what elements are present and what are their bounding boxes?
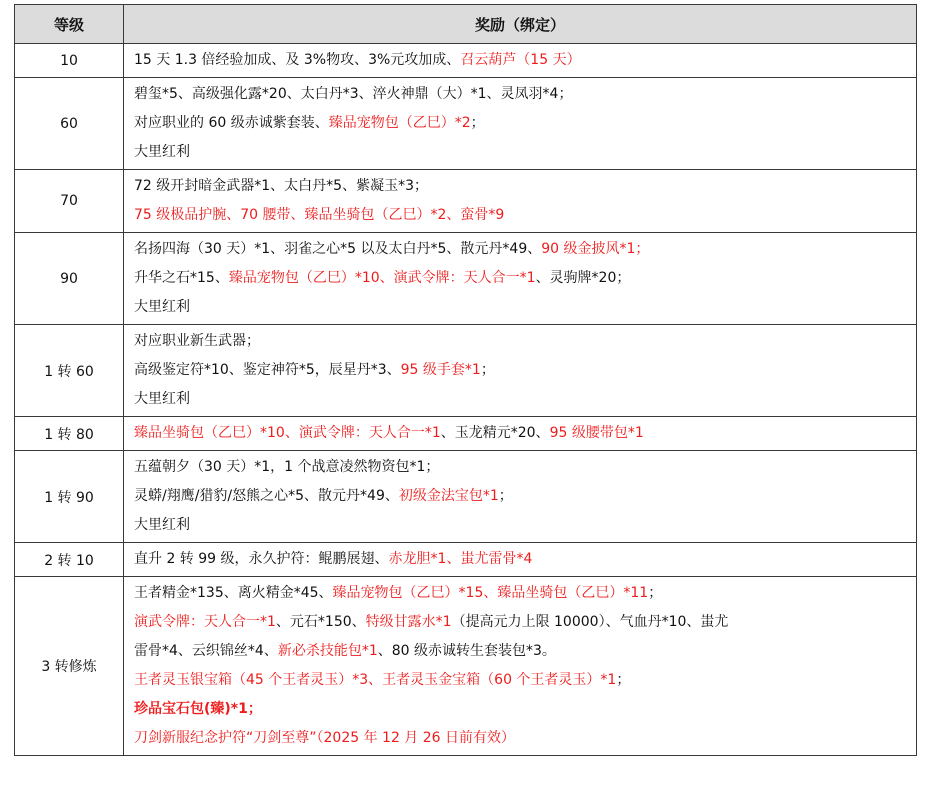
reward-cell <box>124 451 917 543</box>
reward-text: 15 天 1.3 倍经验加成、及 3%物攻、3%元攻加成、 <box>134 52 461 68</box>
table-row <box>15 543 917 577</box>
reward-highlight: 演武令牌：天人合一*1 <box>134 614 276 630</box>
rewards-table <box>14 4 917 756</box>
reward-line <box>134 327 910 356</box>
reward-cell <box>124 44 917 78</box>
reward-highlight: 珍品宝石包(臻)*1； <box>134 701 262 717</box>
reward-cell <box>124 170 917 233</box>
reward-highlight: 臻品宠物包（乙巳）*15、臻品坐骑包（乙巳）*11 <box>332 585 649 601</box>
reward-highlight: 新必杀技能包*1 <box>277 643 378 659</box>
reward-highlight: 王者灵玉银宝箱（45 个王者灵玉）*3、王者灵玉金宝箱（60 个王者灵玉）*1 <box>134 672 617 688</box>
reward-text: 对应职业新生武器； <box>134 333 260 349</box>
reward-line <box>134 109 910 138</box>
level-cell: 10 <box>15 44 124 78</box>
reward-text: 碧玺*5、高级强化露*20、太白丹*3、淬火神鼎（大）*1、灵凤羽*4； <box>134 86 573 102</box>
reward-line <box>134 264 910 293</box>
table-row <box>15 451 917 543</box>
reward-line <box>134 637 910 666</box>
table-row <box>15 78 917 170</box>
reward-highlight: 臻品坐骑包（乙巳）*10、演武令牌：天人合一*1 <box>134 425 441 441</box>
reward-text: ； <box>470 115 485 131</box>
reward-cell <box>124 233 917 325</box>
reward-line <box>134 172 910 201</box>
reward-text: 升华之石*15、 <box>134 270 229 286</box>
reward-text: （提高元力上限 10000）、气血丹*10、蚩尤 <box>451 614 729 630</box>
level-cell: 2 转 10 <box>15 543 124 577</box>
reward-line <box>134 666 910 695</box>
reward-highlight: 75 级极品护腕、70 腰带、臻品坐骑包（乙巳）*2、蛮骨*9 <box>134 207 505 223</box>
reward-highlight: 95 级手套*1 <box>400 362 481 378</box>
reward-highlight: 95 级腰带包*1 <box>549 425 644 441</box>
reward-text: 大里红利 <box>134 144 190 160</box>
reward-text: ； <box>480 362 495 378</box>
reward-text: 大里红利 <box>134 299 190 315</box>
reward-highlight: 初级金法宝包*1 <box>398 488 499 504</box>
reward-text: ； <box>648 585 663 601</box>
reward-line <box>134 511 910 540</box>
reward-highlight: 特级甘露水*1 <box>365 614 452 630</box>
reward-text: 王者精金*135、离火精金*45、 <box>134 585 333 601</box>
table-row <box>15 233 917 325</box>
reward-line <box>134 80 910 109</box>
reward-highlight: 刀剑新服纪念护符“刀剑至尊”（2025 年 12 月 26 日前有效） <box>134 730 516 746</box>
reward-line <box>134 138 910 167</box>
reward-line <box>134 356 910 385</box>
reward-text: 、灵驹牌*20； <box>535 270 631 286</box>
reward-text: 、玉龙精元*20、 <box>440 425 550 441</box>
reward-line <box>134 545 910 574</box>
reward-line <box>134 695 910 724</box>
level-cell: 1 转 60 <box>15 325 124 417</box>
reward-text: 五蕴朝夕（30 天）*1，1 个战意凌然物资包*1； <box>134 459 440 475</box>
reward-text: 大里红利 <box>134 517 190 533</box>
level-cell: 3 转修炼 <box>15 577 124 756</box>
table-row <box>15 417 917 451</box>
reward-cell <box>124 543 917 577</box>
reward-text: 高级鉴定符*10、鉴定神符*5，辰星丹*3、 <box>134 362 401 378</box>
header-row <box>15 5 917 44</box>
reward-line <box>134 201 910 230</box>
reward-line <box>134 608 910 637</box>
reward-highlight: 90 级金披风*1； <box>541 241 650 257</box>
level-cell: 90 <box>15 233 124 325</box>
reward-cell <box>124 325 917 417</box>
reward-text: 、元石*150、 <box>275 614 366 630</box>
table-body <box>15 44 917 756</box>
reward-text: ； <box>616 672 631 688</box>
reward-highlight: 赤龙胆*1、蚩尤雷骨*4 <box>388 551 533 567</box>
reward-text: 雷骨*4、云织锦丝*4、 <box>134 643 278 659</box>
table-row <box>15 170 917 233</box>
reward-line <box>134 453 910 482</box>
reward-text: ； <box>498 488 513 504</box>
level-cell: 60 <box>15 78 124 170</box>
reward-line <box>134 385 910 414</box>
table-row <box>15 577 917 756</box>
reward-text: 72 级开封暗金武器*1、太白丹*5、紫凝玉*3； <box>134 178 428 194</box>
level-cell: 70 <box>15 170 124 233</box>
reward-text: 对应职业的 60 级赤诚紫套装、 <box>134 115 329 131</box>
reward-highlight: 臻品宠物包（乙巳）*2 <box>328 115 471 131</box>
reward-cell <box>124 78 917 170</box>
header-level: 等级 <box>15 5 124 44</box>
level-cell: 1 转 90 <box>15 451 124 543</box>
reward-line <box>134 724 910 753</box>
table-row <box>15 44 917 78</box>
reward-text: 大里红利 <box>134 391 190 407</box>
reward-line <box>134 419 910 448</box>
reward-text: 、80 级赤诚转生套装包*3。 <box>377 643 556 659</box>
reward-text: 名扬四海（30 天）*1、羽雀之心*5 以及太白丹*5、散元丹*49、 <box>134 241 542 257</box>
reward-text: 直升 2 转 99 级，永久护符：鲲鹏展翅、 <box>134 551 389 567</box>
reward-text: 灵蟒/翔鹰/猎豹/怒熊之心*5、散元丹*49、 <box>134 488 399 504</box>
reward-line <box>134 482 910 511</box>
reward-line <box>134 235 910 264</box>
reward-highlight: 召云葫芦（15 天） <box>460 52 581 68</box>
reward-line <box>134 46 910 75</box>
reward-line <box>134 293 910 322</box>
header-reward: 奖励（绑定） <box>124 5 917 44</box>
table-row <box>15 325 917 417</box>
level-cell: 1 转 80 <box>15 417 124 451</box>
reward-line <box>134 579 910 608</box>
reward-cell <box>124 577 917 756</box>
reward-cell <box>124 417 917 451</box>
reward-highlight: 臻品宠物包（乙巳）*10、演武令牌：天人合一*1 <box>228 270 536 286</box>
